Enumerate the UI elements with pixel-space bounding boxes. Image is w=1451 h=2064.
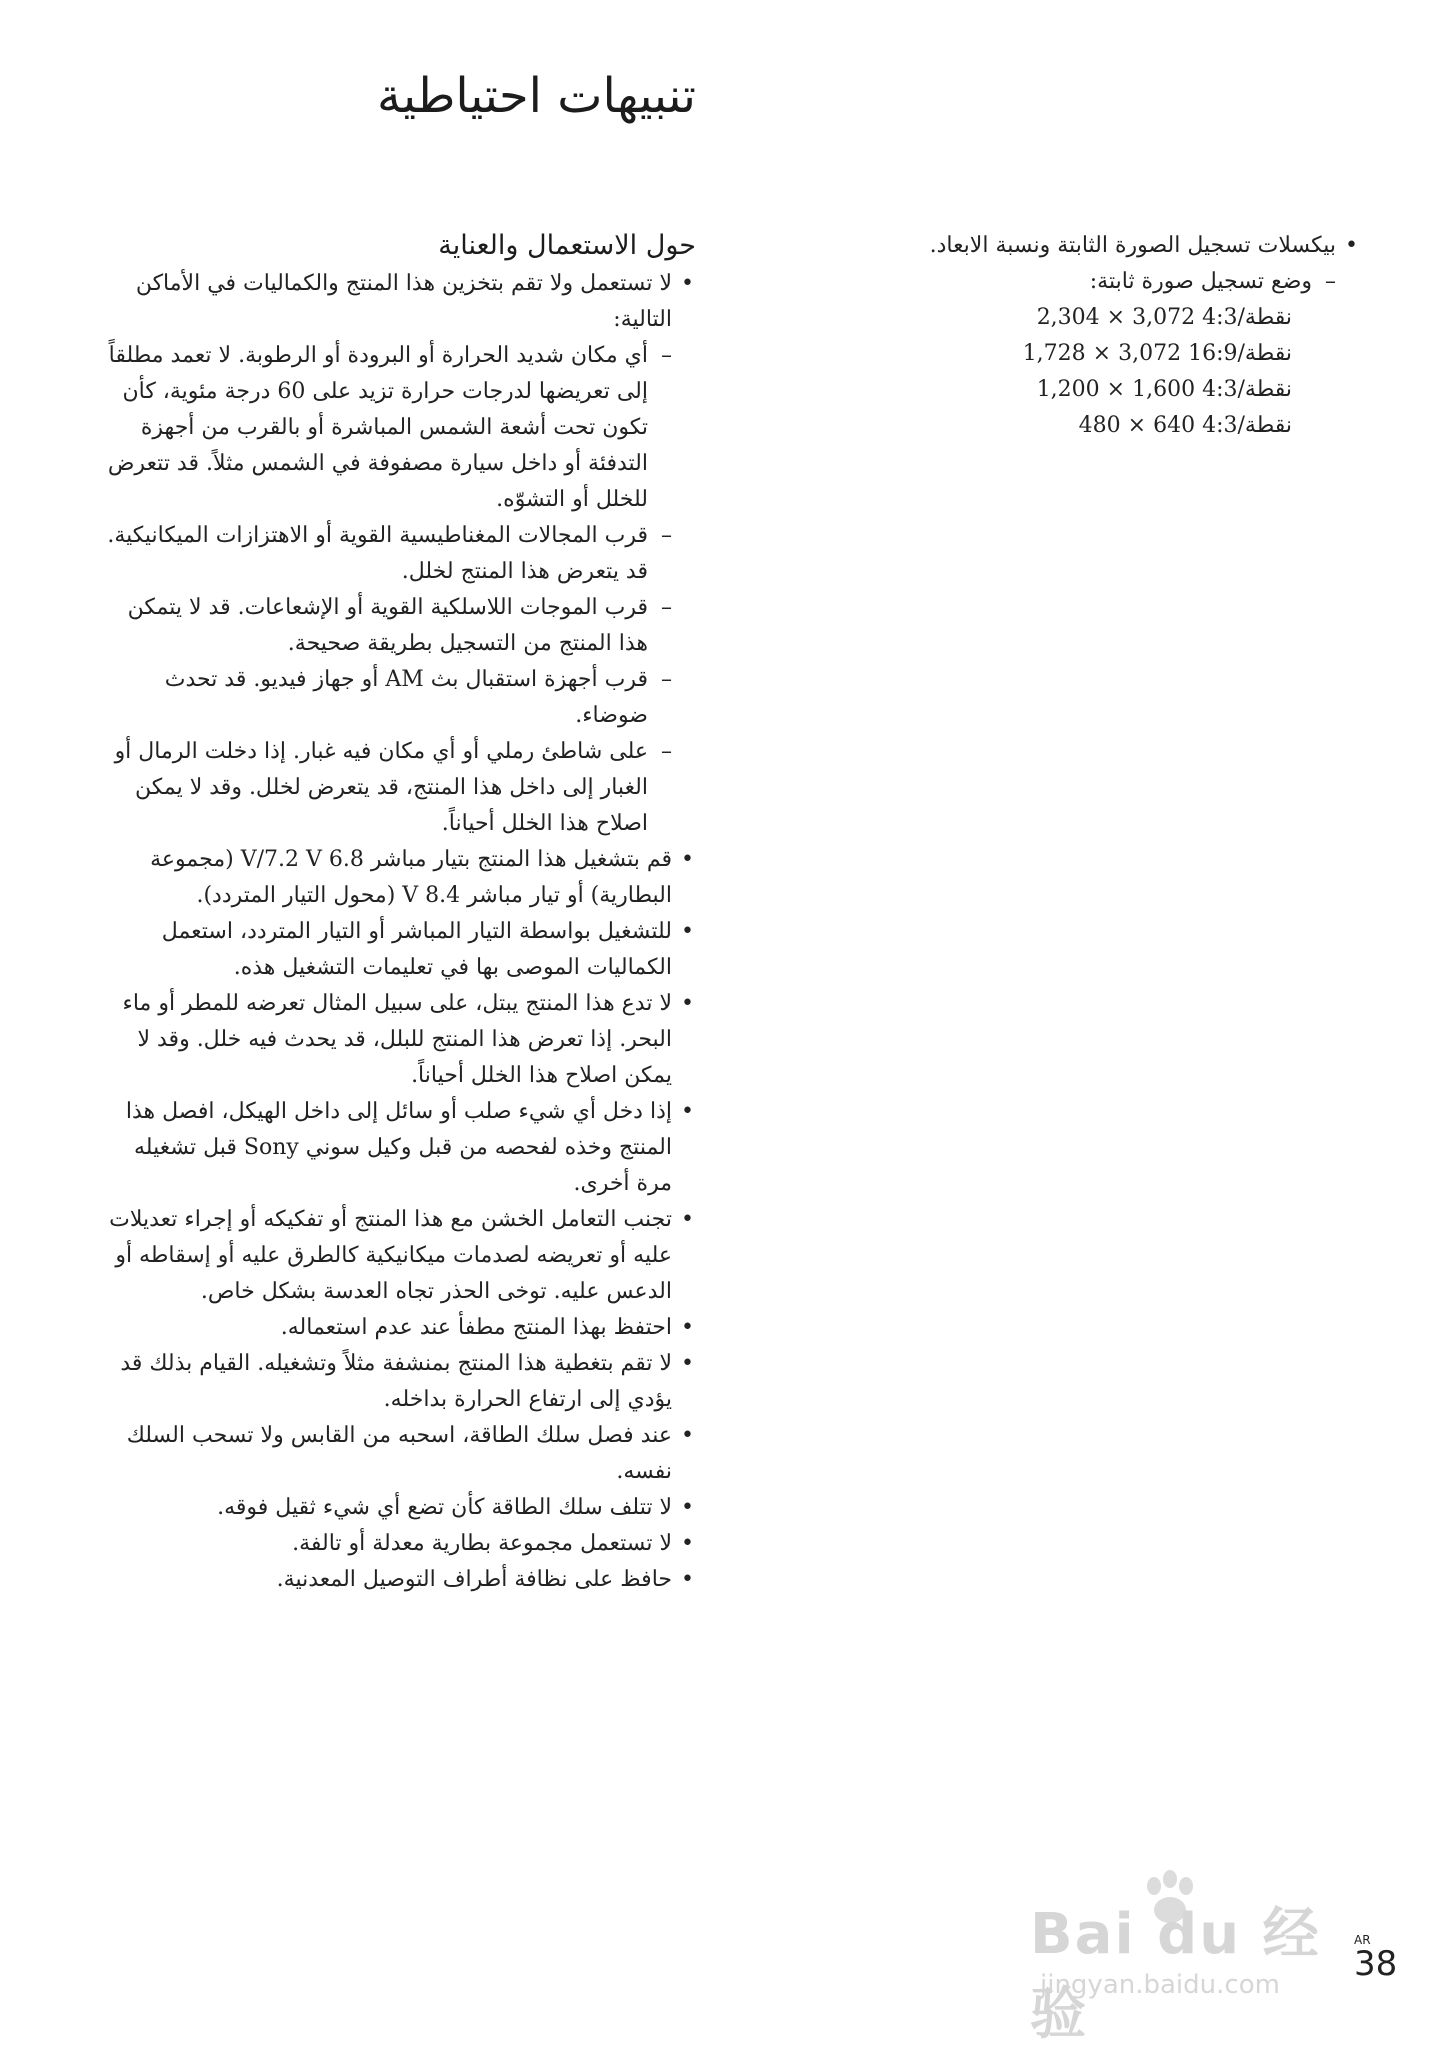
- page-title: تنبيهات احتياطية: [376, 68, 696, 124]
- pixels-bullet-list: [895, 228, 1360, 444]
- sub-list-item: – أي مكان شديد الحرارة أو البرودة أو الرطوبة. لا تعمد مطلقاً إلى تعريضها لدرجات حرارة تزيد على 60 درجة مئوية، كأن تكون تحت أشعة الشمس المباشرة أو بالقرب من أجهزة التدفئة أو داخل سيارة مصفوفة في الشمس مثلاً. قد تتعرض للخلل أو التشوّه.: [106, 338, 672, 518]
- sub-list: [106, 338, 672, 842]
- bullet-text: لا تستعمل مجموعة بطارية معدلة أو تالفة.: [292, 1531, 672, 1556]
- sub-list-item: – قرب أجهزة استقبال بث AM أو جهاز فيديو. قد تحدث ضوضاء.: [106, 662, 672, 734]
- list-item: [106, 1346, 696, 1418]
- resolution-item: 1,200 × 1,600 نقطة/4:3: [1036, 377, 1292, 402]
- sub-list-item: – قرب الموجات اللاسلكية القوية أو الإشعاعات. قد لا يتمكن هذا المنتج من التسجيل بطريقة صحيحة.: [106, 590, 672, 662]
- bullet-text: احتفظ بهذا المنتج مطفأ عند عدم استعماله.: [280, 1315, 672, 1340]
- section-heading: حول الاستعمال والعناية: [438, 230, 696, 261]
- bullet-text: للتشغيل بواسطة التيار المباشر أو التيار المتردد، استعمل الكماليات الموصى بها في تعليمات التشغيل هذه.: [161, 919, 672, 980]
- bullet-text: عند فصل سلك الطاقة، اسحبه من القابس ولا تسحب السلك نفسه.: [126, 1423, 672, 1484]
- list-item: [106, 1310, 696, 1346]
- list-item: [106, 1418, 696, 1490]
- bullet-text: لا تدع هذا المنتج يبتل، على سبيل المثال تعرضه للمطر أو ماء البحر. إذا تعرض هذا المنتج للبلل، قد يحدث فيه خلل. وقد لا يمكن اصلاح هذا الخلل أحياناً.: [122, 991, 672, 1088]
- pixels-column: [895, 228, 1360, 444]
- usage-bullet-list: [106, 266, 696, 1598]
- list-item: [106, 986, 696, 1094]
- page-number: 38: [1354, 1944, 1398, 1984]
- resolution-item: 480 × 640 نقطة/4:3: [1078, 413, 1292, 438]
- watermark-brand: Bai du 经验: [1030, 1902, 1321, 2047]
- list-item: [895, 228, 1360, 444]
- list-item: [106, 1526, 696, 1562]
- list-item: [106, 266, 696, 842]
- list-item: [106, 1562, 696, 1598]
- bullet-text: حافظ على نظافة أطراف التوصيل المعدنية.: [276, 1567, 672, 1592]
- bullet-text: تجنب التعامل الخشن مع هذا المنتج أو تفكيكه أو إجراء تعديلات عليه أو تعريضه لصدمات ميكانيكية كالطرق عليه أو إسقاطه أو الدعس عليه. توخى الحذر تجاه العدسة بشكل خاص.: [109, 1207, 672, 1304]
- list-item: [106, 1094, 696, 1202]
- resolution-list: [895, 300, 1312, 444]
- bullet-text: لا تقم بتغطية هذا المنتج بمنشفة مثلاً وتشغيله. القيام بذلك قد يؤدي إلى ارتفاع الحرارة بداخله.: [120, 1351, 672, 1412]
- resolution-item: 1,728 × 3,072 نقطة/16:9: [1022, 341, 1292, 366]
- list-item: [106, 842, 696, 914]
- sub-list-item: – على شاطئ رملي أو أي مكان فيه غبار. إذا دخلت الرمال أو الغبار إلى داخل هذا المنتج، قد يتعرض لخلل. وقد لا يمكن اصلاح هذا الخلل أحياناً.: [106, 734, 672, 842]
- pixels-sub-list: [895, 264, 1336, 444]
- bullet-text: إذا دخل أي شيء صلب أو سائل إلى داخل الهيكل، افصل هذا المنتج وخذه لفحصه من قبل وكيل سوني Sony قبل تشغيله مرة أخرى.: [125, 1099, 672, 1196]
- pixels-bullet-text: بيكسلات تسجيل الصورة الثابتة ونسبة الابعاد.: [929, 233, 1336, 258]
- usage-care-column: [106, 228, 696, 1598]
- list-item: [106, 1490, 696, 1526]
- list-item: [106, 1202, 696, 1310]
- watermark-url: jingyan.baidu.com: [1040, 1970, 1280, 2000]
- bullet-text: قم بتشغيل هذا المنتج بتيار مباشر 6.8 V/7.2 V (مجموعة البطارية) أو تيار مباشر 8.4 V (محول التيار المتردد).: [150, 847, 672, 908]
- baidu-watermark: [1030, 1870, 1370, 2047]
- list-item: [895, 264, 1336, 444]
- list-item: [106, 914, 696, 986]
- bullet-text: لا تستعمل ولا تقم بتخزين هذا المنتج والكماليات في الأماكن التالية:: [135, 271, 672, 332]
- resolution-item: 2,304 × 3,072 نقطة/4:3: [1036, 305, 1292, 330]
- bullet-text: لا تتلف سلك الطاقة كأن تضع أي شيء ثقيل فوقه.: [217, 1495, 672, 1520]
- sub-list-item: – قرب المجالات المغناطيسية القوية أو الاهتزازات الميكانيكية. قد يتعرض هذا المنتج لخلل.: [106, 518, 672, 590]
- pixels-sub-text: وضع تسجيل صورة ثابتة:: [1089, 269, 1312, 294]
- page-language-label: AR: [1354, 1933, 1371, 1947]
